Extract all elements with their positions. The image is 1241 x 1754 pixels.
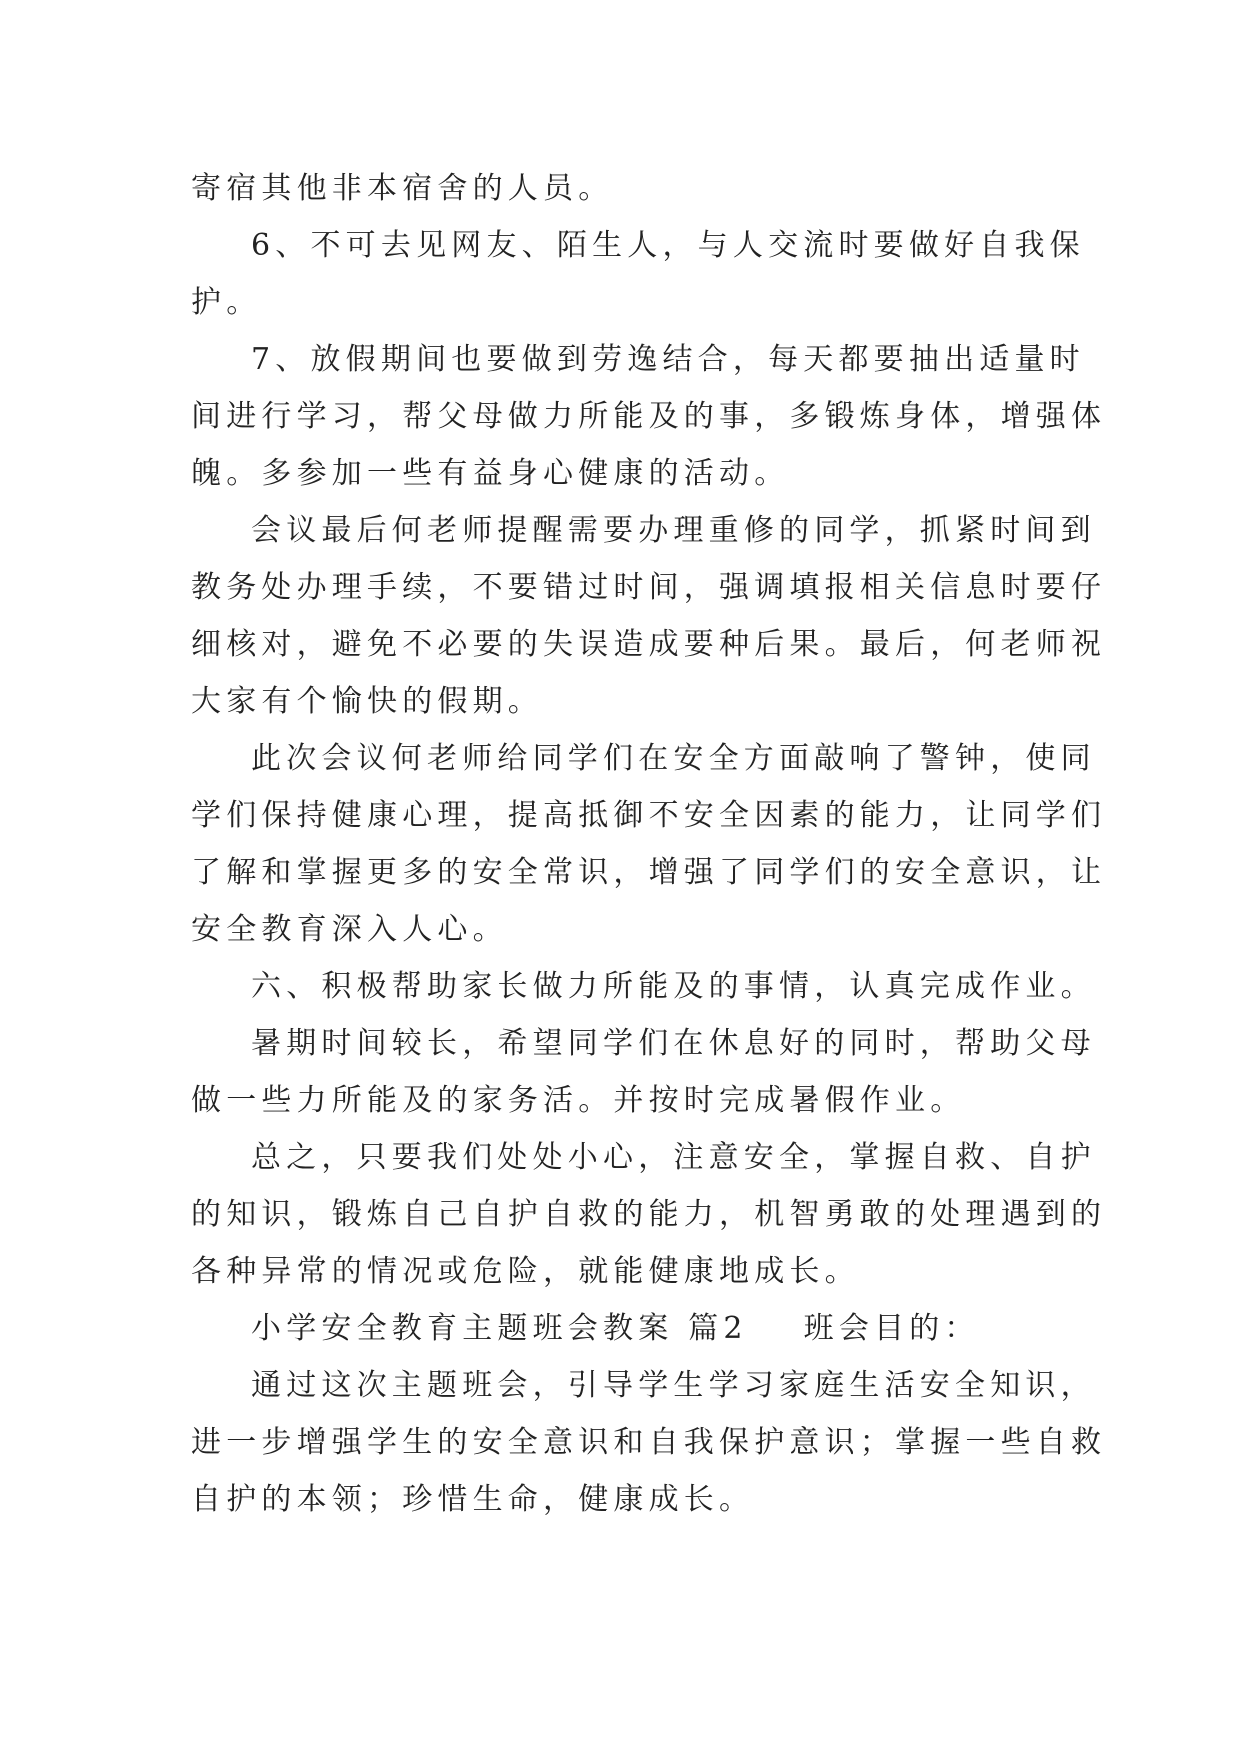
text-line: 进一步增强学生的安全意识和自我保护意识；掌握一些自救 (191, 1425, 1107, 1460)
section-heading: 小学安全教育主题班会教案 篇2 (251, 1311, 748, 1346)
document-body (191, 160, 1107, 1528)
text-line: 间进行学习，帮父母做力所能及的事，多锻炼身体，增强体 (191, 399, 1107, 434)
text-line: 安全教育深入人心。 (191, 912, 508, 947)
text-line: 寄宿其他非本宿舍的人员。 (191, 171, 614, 206)
text-line: 总之，只要我们处处小心，注意安全，掌握自救、自护 (251, 1140, 1096, 1175)
text-line: 暑期时间较长，希望同学们在休息好的同时，帮助父母 (251, 1026, 1096, 1061)
section-subheading: 班会目的： (803, 1311, 980, 1346)
text-line: 各种异常的情况或危险，就能健康地成长。 (191, 1254, 860, 1289)
text-line: 学们保持健康心理，提高抵御不安全因素的能力，让同学们 (191, 798, 1107, 833)
text-line: 六、积极帮助家长做力所能及的事情，认真完成作业。 (251, 969, 1096, 1004)
text-line: 的知识，锻炼自己自护自救的能力，机智勇敢的处理遇到的 (191, 1197, 1107, 1232)
text-line: 此次会议何老师给同学们在安全方面敲响了警钟，使同 (251, 741, 1096, 776)
text-line: 教务处办理手续，不要错过时间，强调填报相关信息时要仔 (191, 570, 1107, 605)
text-line: 会议最后何老师提醒需要办理重修的同学，抓紧时间到 (251, 513, 1096, 548)
text-line: 大家有个愉快的假期。 (191, 684, 543, 719)
text-line: 做一些力所能及的家务活。并按时完成暑假作业。 (191, 1083, 966, 1118)
text-line: 7、放假期间也要做到劳逸结合，每天都要抽出适量时 (251, 342, 1085, 377)
section-heading-line (191, 1300, 1061, 1357)
text-line: 自护的本领；珍惜生命，健康成长。 (191, 1482, 755, 1517)
text-line: 通过这次主题班会，引导学生学习家庭生活安全知识， (251, 1368, 1096, 1403)
text-line: 了解和掌握更多的安全常识，增强了同学们的安全意识，让 (191, 855, 1107, 890)
text-line: 细核对，避免不必要的失误造成要种后果。最后，何老师祝 (191, 627, 1107, 662)
text-line: 6、不可去见网友、陌生人，与人交流时要做好自我保 (251, 228, 1085, 263)
text-line: 护。 (191, 285, 262, 320)
text-line: 魄。多参加一些有益身心健康的活动。 (191, 456, 790, 491)
